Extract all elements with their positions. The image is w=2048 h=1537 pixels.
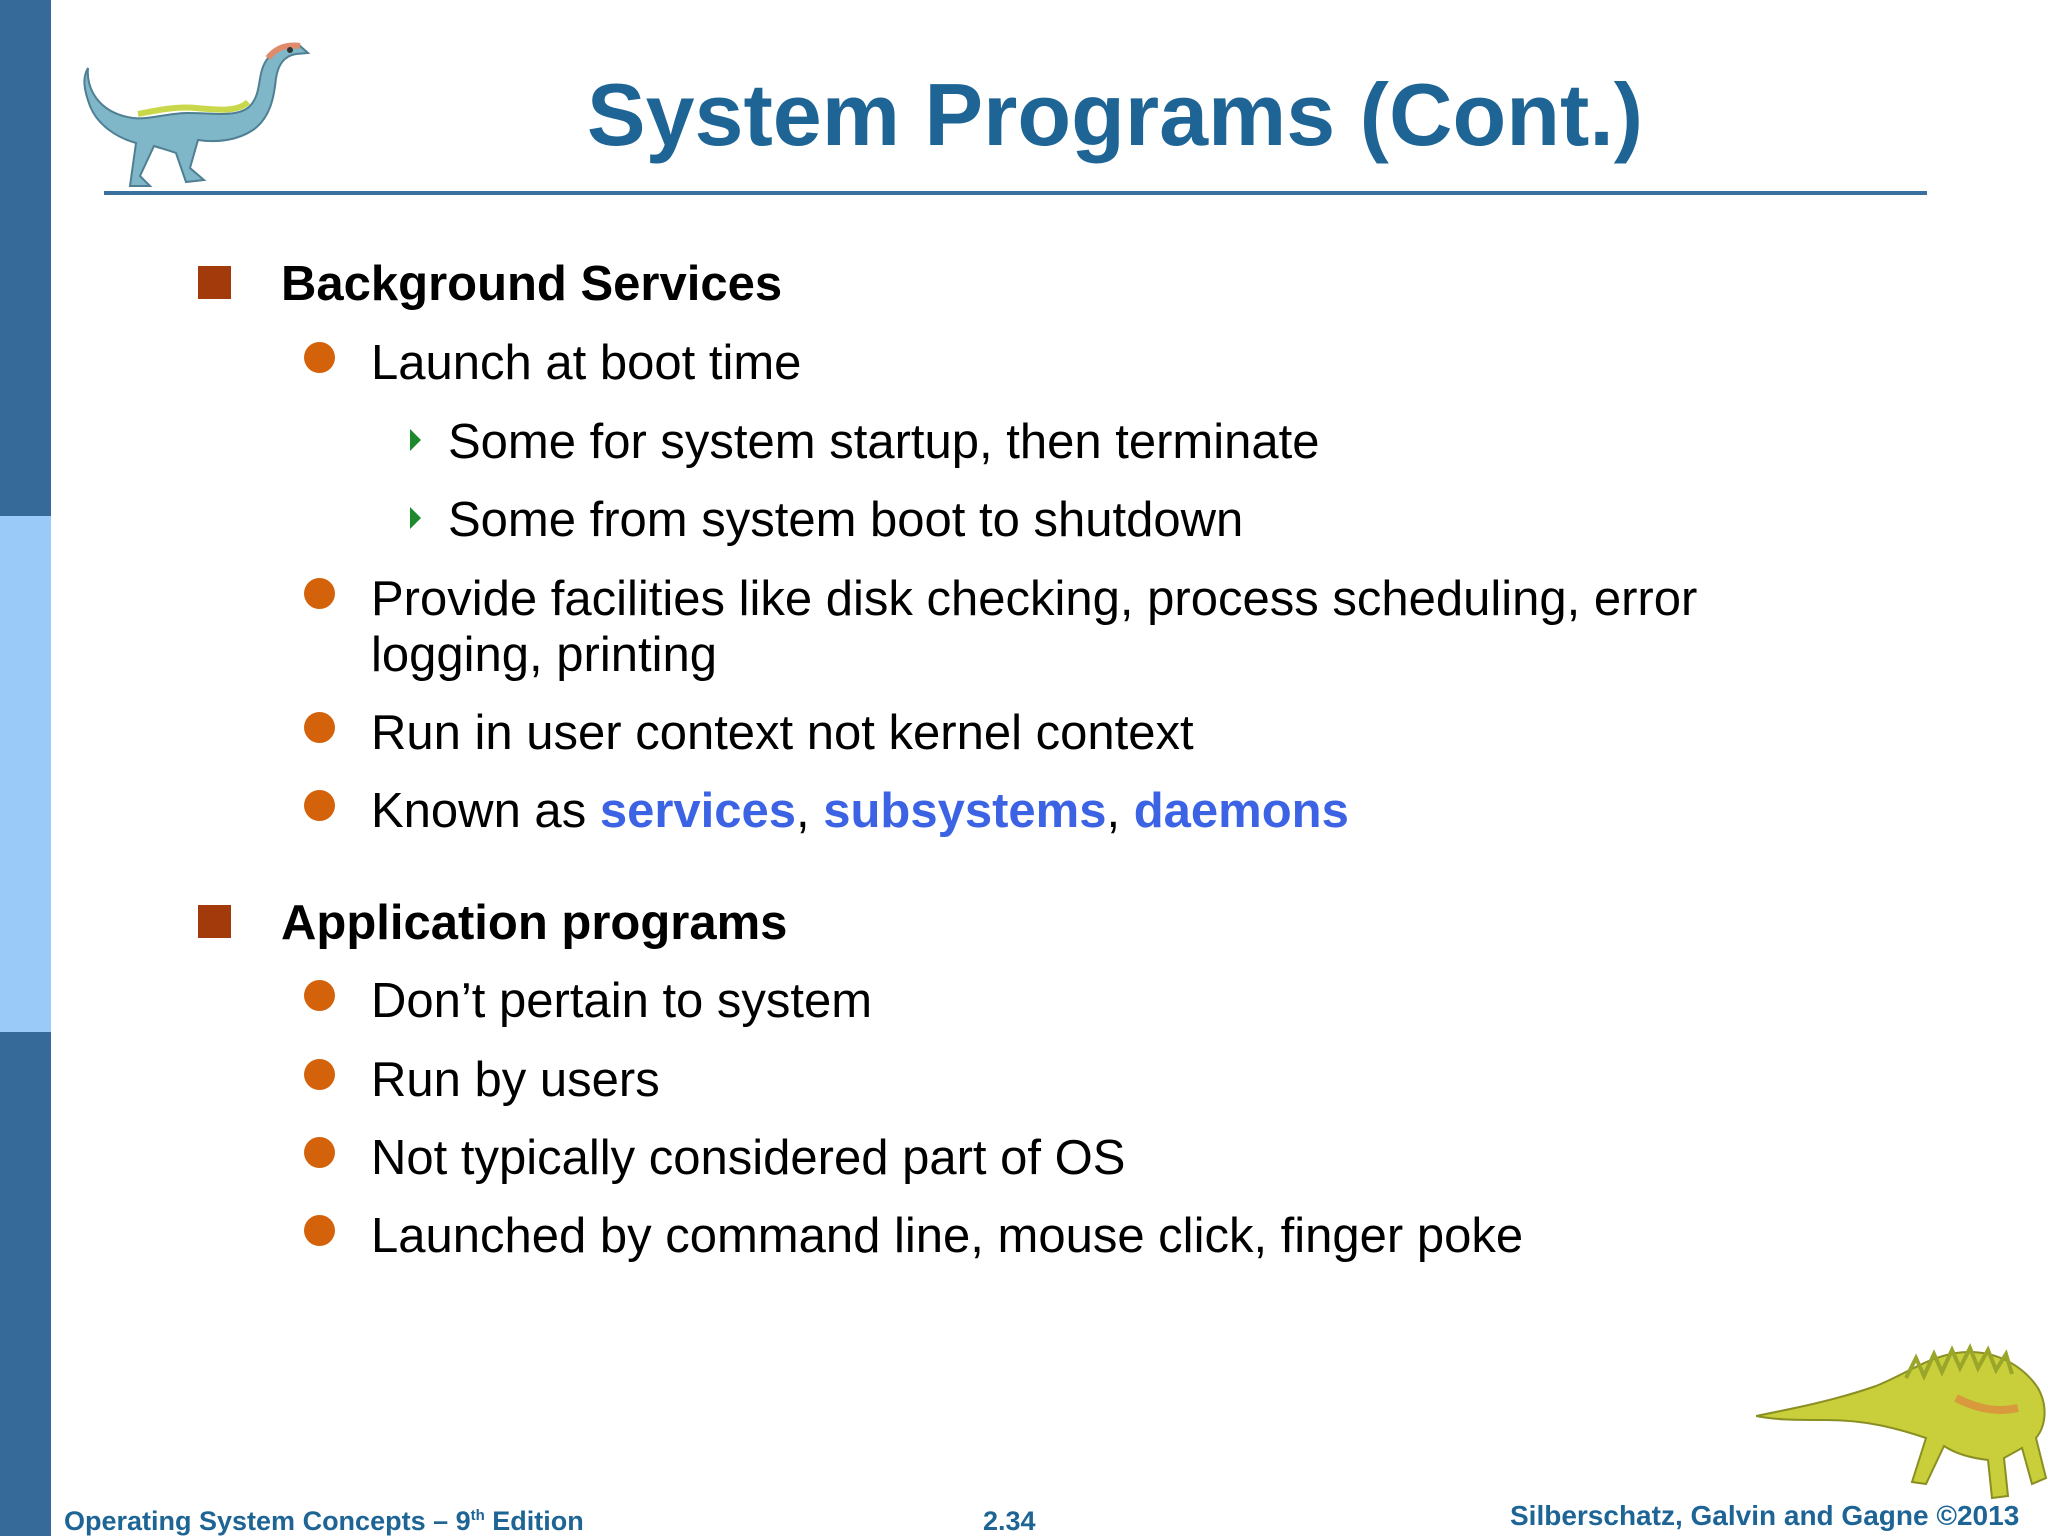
list-item-continuation: logging, printing [371, 628, 717, 682]
list-item: Launched by command line, mouse click, finger poke [371, 1209, 1524, 1263]
list-item: Run by users [371, 1053, 660, 1107]
footer-edition-suffix: Edition [484, 1506, 584, 1536]
sidebar-band-top [0, 0, 51, 516]
footer-book-name: Operating System Concepts – 9 [64, 1506, 471, 1536]
list-item: Provide facilities like disk checking, process scheduling, error [371, 572, 1698, 626]
known-as-prefix: Known as [371, 784, 600, 838]
round-bullet-icon [304, 790, 335, 821]
round-bullet-icon [304, 980, 335, 1011]
sidebar-band-bottom [0, 1032, 51, 1536]
keyword-daemons: daemons [1133, 784, 1349, 838]
round-bullet-icon [304, 712, 335, 743]
keyword-separator: , [1106, 784, 1134, 838]
keyword-separator: , [796, 784, 824, 838]
dinosaur-logo-bottom [1756, 1308, 2048, 1508]
round-bullet-icon [304, 1059, 335, 1090]
sub-list-item: Some for system startup, then terminate [448, 415, 1320, 469]
round-bullet-icon [304, 1137, 335, 1168]
list-item: Not typically considered part of OS [371, 1131, 1126, 1185]
section-heading: Application programs [281, 896, 788, 950]
round-bullet-icon [304, 1215, 335, 1246]
round-bullet-icon [304, 342, 335, 373]
sidebar-band-middle [0, 516, 51, 1032]
keyword-services: services [599, 784, 797, 838]
slide-title: System Programs (Cont.) [586, 65, 1644, 164]
footer-authors: Silberschatz, Galvin and Gagne ©2013 [1510, 1500, 2020, 1531]
triangle-bullet-icon [410, 429, 421, 451]
list-item-known-as [371, 783, 1349, 839]
list-item: Don’t pertain to system [371, 974, 873, 1028]
dinosaur-logo-top [78, 18, 318, 190]
section-heading: Background Services [281, 257, 783, 311]
footer-book-title [64, 1506, 584, 1537]
list-item: Launch at boot time [371, 336, 802, 390]
keyword-subsystems: subsystems [823, 784, 1107, 838]
round-bullet-icon [304, 578, 335, 609]
triangle-bullet-icon [410, 507, 421, 529]
title-divider [104, 191, 1927, 195]
footer-edition-superscript: th [470, 1507, 485, 1524]
left-sidebar [0, 0, 51, 1536]
square-bullet-icon [198, 266, 231, 299]
list-item: Run in user context not kernel context [371, 706, 1194, 760]
sub-list-item: Some from system boot to shutdown [448, 493, 1244, 547]
footer-page-number: 2.34 [983, 1506, 1036, 1536]
square-bullet-icon [198, 905, 231, 938]
